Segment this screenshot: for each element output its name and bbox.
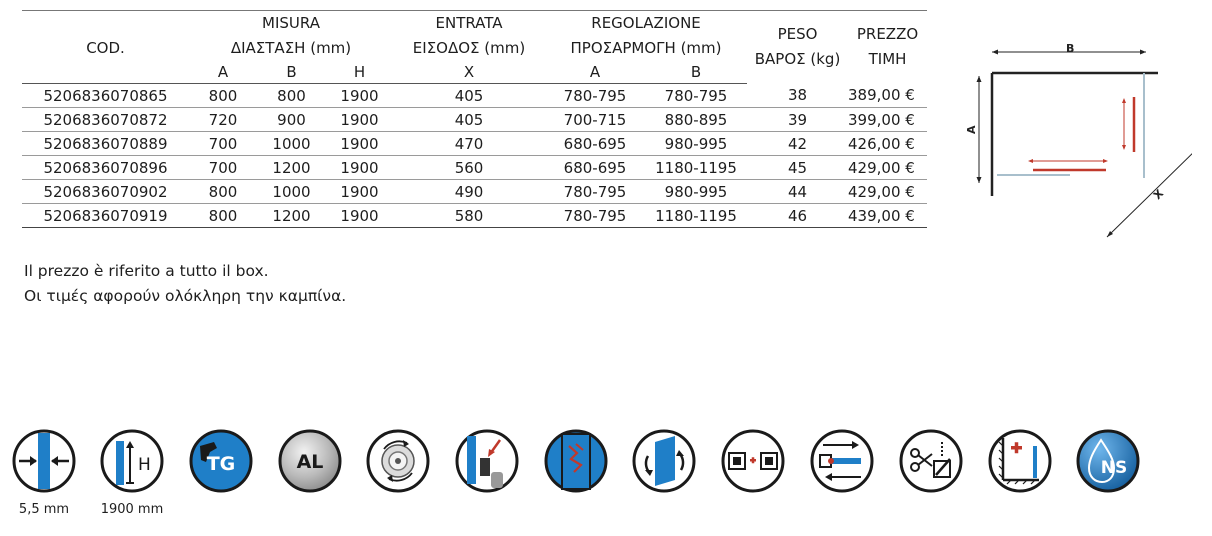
table-body <box>22 84 927 228</box>
code-header: COD. <box>22 11 189 62</box>
table-cell-reg-a: 780-795 <box>545 204 645 228</box>
aluminium-icon <box>277 428 343 494</box>
table-cell-prezzo: 389,00 € <box>848 84 927 108</box>
height-icon-label: H <box>138 455 151 475</box>
table-cell-h: 1900 <box>326 84 393 108</box>
table-cell-code: 5206836070902 <box>22 180 189 204</box>
table-cell-h: 1900 <box>326 180 393 204</box>
table-cell-peso: 44 <box>747 180 848 204</box>
table-row <box>22 132 927 156</box>
table-cell-code: 5206836070889 <box>22 132 189 156</box>
table-cell-x: 405 <box>393 108 545 132</box>
table-cell-code: 5206836070872 <box>22 108 189 132</box>
height-icon <box>99 428 165 517</box>
table-cell-reg-b: 780-795 <box>645 84 747 108</box>
peso-header-gr: ΒΑΡΟΣ (kg) <box>754 50 841 69</box>
table-cell-reg-b: 1180-1195 <box>645 204 747 228</box>
cuttable-profile-icon <box>898 428 964 494</box>
table-cell-x: 580 <box>393 204 545 228</box>
table-cell-h: 1900 <box>326 132 393 156</box>
breakage-safe-icon <box>543 428 609 494</box>
table-row <box>22 108 927 132</box>
nano-shield-icon <box>1075 428 1141 494</box>
table-cell-reg-b: 980-995 <box>645 132 747 156</box>
table-cell-prezzo: 439,00 € <box>848 204 927 228</box>
table-cell-a: 700 <box>189 132 257 156</box>
entrata-header-gr: ΕΙΣΟΔΟΣ (mm) <box>412 39 526 57</box>
prezzo-header <box>848 11 927 84</box>
glass-thickness-caption: 5,5 mm <box>18 502 70 517</box>
sliding-door-icon <box>809 428 875 494</box>
table-cell-a: 800 <box>189 180 257 204</box>
sub-header-a: A <box>189 61 257 84</box>
aluminium-label: AL <box>296 451 324 473</box>
table-row <box>22 156 927 180</box>
table-cell-h: 1900 <box>326 108 393 132</box>
sub-header-h: H <box>326 61 393 84</box>
regolazione-header-gr: ΠΡΟΣΑΡΜΟΓΗ (mm) <box>570 39 722 57</box>
x-dimension-label: X <box>1150 186 1167 203</box>
table-cell-b: 800 <box>257 84 326 108</box>
b-dimension-label: B <box>1066 42 1075 55</box>
reversible-icon <box>631 428 697 494</box>
table-cell-peso: 46 <box>747 204 848 228</box>
table-cell-peso: 39 <box>747 108 848 132</box>
misura-header-gr: ΔΙΑΣΤΑΣΗ (mm) <box>230 39 352 57</box>
nano-shield-label: NS <box>1100 458 1128 478</box>
a-dimension-label: A <box>965 125 978 134</box>
table-cell-x: 490 <box>393 180 545 204</box>
table-cell-code: 5206836070865 <box>22 84 189 108</box>
table-cell-reg-b: 880-895 <box>645 108 747 132</box>
table-cell-b: 1200 <box>257 156 326 180</box>
rollers-icon <box>365 428 431 494</box>
glass-thickness-icon <box>11 428 77 517</box>
table-cell-x: 470 <box>393 132 545 156</box>
magnetic-seal-icon <box>720 428 786 494</box>
table-cell-x: 405 <box>393 84 545 108</box>
table-cell-b: 1200 <box>257 204 326 228</box>
table-cell-a: 700 <box>189 156 257 180</box>
table-row <box>22 180 927 204</box>
x-dimension-line <box>1107 147 1192 237</box>
spec-table <box>22 10 927 228</box>
price-note-it: Il prezzo è riferito a tutto il box. <box>24 262 269 280</box>
table-cell-prezzo: 399,00 € <box>848 108 927 132</box>
table-cell-reg-a: 700-715 <box>545 108 645 132</box>
table-cell-a: 720 <box>189 108 257 132</box>
table-row <box>22 204 927 228</box>
table-cell-reg-b: 1180-1195 <box>645 156 747 180</box>
magnetic-closure-icon <box>454 428 520 494</box>
prezzo-header-it: PREZZO <box>856 25 919 44</box>
table-cell-code: 5206836070896 <box>22 156 189 180</box>
table-cell-reg-a: 680-695 <box>545 132 645 156</box>
sub-header-x: X <box>393 61 545 84</box>
shower-plan-diagram <box>962 40 1192 245</box>
table-cell-h: 1900 <box>326 204 393 228</box>
table-cell-prezzo: 429,00 € <box>848 156 927 180</box>
table-cell-reg-b: 980-995 <box>645 180 747 204</box>
peso-header <box>747 11 848 84</box>
wall-adjustment-icon <box>987 428 1053 494</box>
table-cell-code: 5206836070919 <box>22 204 189 228</box>
table-cell-a: 800 <box>189 204 257 228</box>
sub-header-reg-b: B <box>645 61 747 84</box>
prezzo-header-gr: ΤΙΜΗ <box>868 50 907 69</box>
tempered-glass-icon <box>188 428 254 494</box>
price-note-gr: Οι τιμές αφορούν ολόκληρη την καμπίνα. <box>24 287 347 305</box>
table-row <box>22 84 927 108</box>
table-cell-b: 1000 <box>257 132 326 156</box>
table-cell-b: 1000 <box>257 180 326 204</box>
regolazione-header-it: REGOLAZIONE <box>545 11 747 37</box>
price-notes <box>24 259 346 309</box>
tempered-glass-label: TG <box>206 453 236 475</box>
table-cell-peso: 45 <box>747 156 848 180</box>
table-cell-prezzo: 429,00 € <box>848 180 927 204</box>
peso-header-it: PESO <box>777 25 818 44</box>
misura-header-it: MISURA <box>189 11 393 37</box>
height-caption: 1900 mm <box>100 502 164 517</box>
table-cell-reg-a: 680-695 <box>545 156 645 180</box>
table-cell-peso: 38 <box>747 84 848 108</box>
table-cell-a: 800 <box>189 84 257 108</box>
table-cell-h: 1900 <box>326 156 393 180</box>
entrata-header-it: ENTRATA <box>393 11 545 37</box>
table-cell-reg-a: 780-795 <box>545 180 645 204</box>
table-cell-reg-a: 780-795 <box>545 84 645 108</box>
table-cell-x: 560 <box>393 156 545 180</box>
sub-header-b: B <box>257 61 326 84</box>
table-cell-peso: 42 <box>747 132 848 156</box>
sub-header-reg-a: A <box>545 61 645 84</box>
table-cell-b: 900 <box>257 108 326 132</box>
table-cell-prezzo: 426,00 € <box>848 132 927 156</box>
